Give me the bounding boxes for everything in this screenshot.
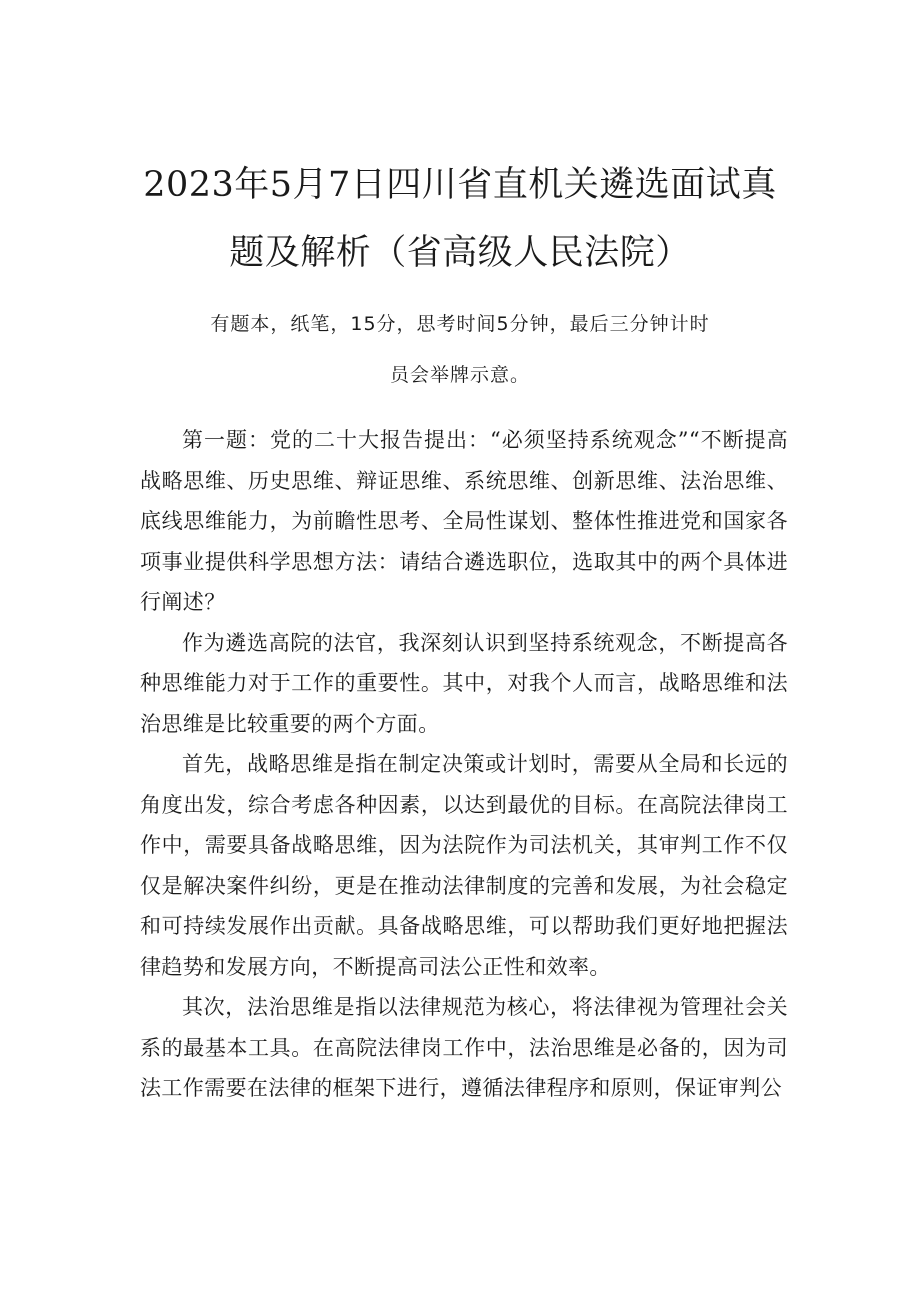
rule-of-law-thinking-paragraph: 其次，法治思维是指以法律规范为核心，将法律视为管理社会关系的最基本工具。在高院法律岗工作中，法治思维是必备的，因为司法工作需要在法律的框架下进行，遵循法律程序和原则，保证审判公	[140, 995, 788, 1100]
document-title-line-2: 题及解析（省高级人民法院）	[229, 233, 691, 273]
strategic-thinking-paragraph: 首先，战略思维是指在制定决策或计划时，需要从全局和长远的角度出发，综合考虑各种因素，以达到最优的目标。在高院法律岗工作中，需要具备战略思维，因为法院作为司法机关，其审判工作不仅仅是解决案件纠纷，更是在推动法律制度的完善和发展，为社会稳定和可持续发展作出贡献。具备战略思维，可以帮助我们更好地把握法律趋势和发展方向，不断提高司法公正性和效率。	[140, 752, 788, 979]
exam-info-line-1: 有题本，纸笔，15分，思考时间5分钟，最后三分钟计时	[210, 313, 710, 335]
document-title-line-1: 2023年5月7日四川省直机关遴选面试真	[143, 165, 777, 205]
document-body	[140, 420, 788, 1109]
answer-intro-paragraph: 作为遴选高院的法官，我深刻认识到坚持系统观念，不断提高各种思维能力对于工作的重要性。其中，对我个人而言，战略思维和法治思维是比较重要的两个方面。	[140, 630, 788, 736]
question-one-paragraph: 第一题：党的二十大报告提出：“必须坚持系统观念”“不断提高战略思维、历史思维、辩证思维、系统思维、创新思维、法治思维、底线思维能力，为前瞻性思考、全局性谋划、整体性推进党和国家各项事业提供科学思想方法：请结合遴选职位，选取其中的两个具体进行阐述？	[140, 428, 788, 614]
exam-info-line-2: 员会举牌示意。	[389, 364, 530, 386]
